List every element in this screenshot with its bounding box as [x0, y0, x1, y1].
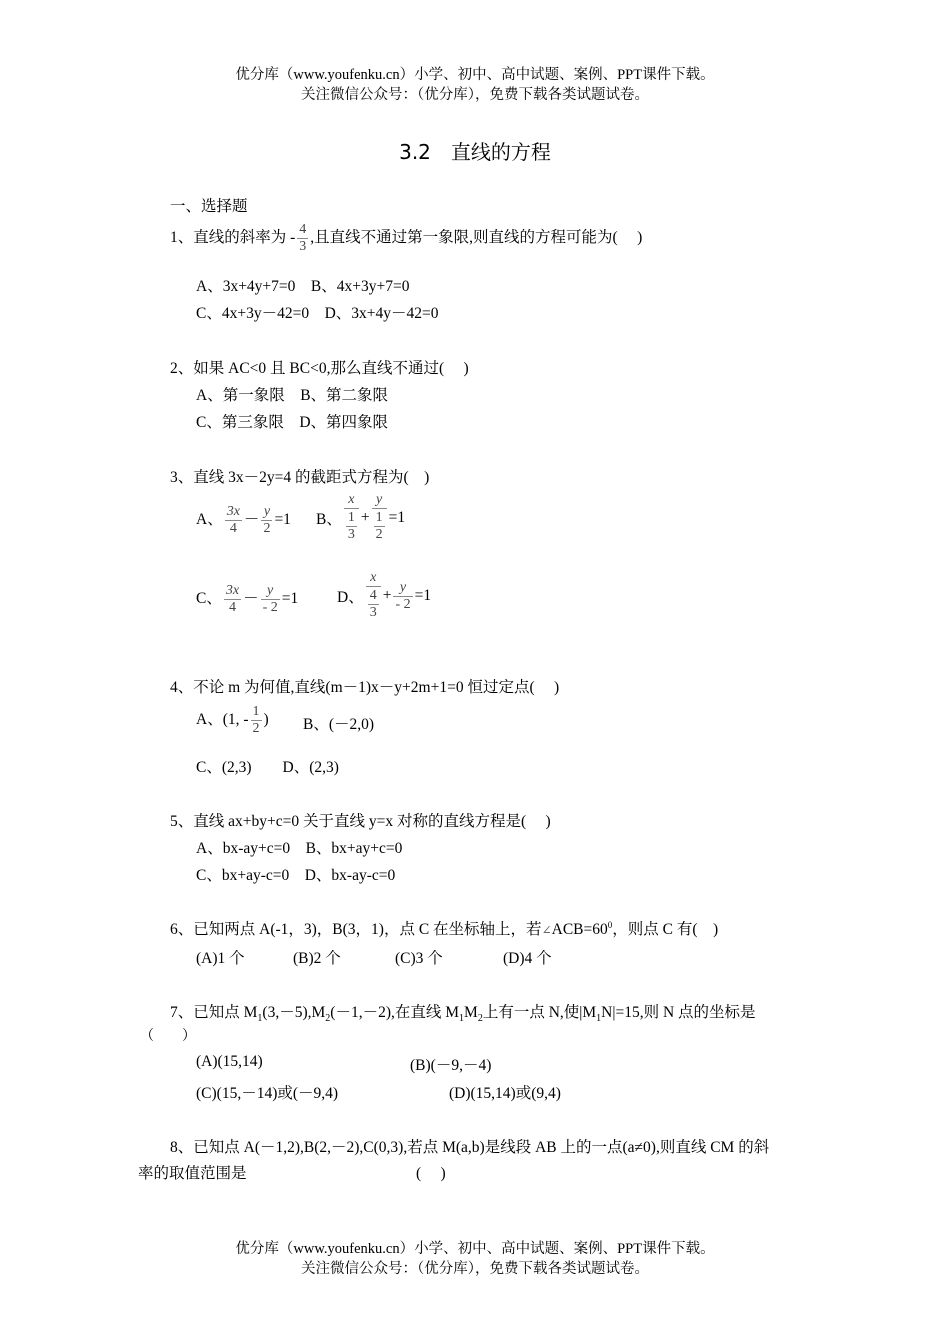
- q7-answer-paren: （ ）: [140, 1029, 196, 1044]
- q3-option-b: B、 $\frac{x}{\frac{1}{3}}$ + $\frac{y}{\frac{1}{2}}$ =1: [316, 492, 406, 542]
- q2-options-ab: A、第一象限 B、第二象限: [196, 387, 389, 404]
- q6-option-c: (C)3 个: [395, 950, 443, 967]
- q2-options-cd: C、第三象限 D、第四象限: [196, 414, 389, 431]
- q4-options-cd: C、(2,3) D、(2,3): [196, 759, 339, 776]
- question-3: 3、直线 3x－2y=4 的截距式方程为( ): [170, 469, 430, 486]
- q1-options-ab: A、3x+4y+7=0 B、4x+3y+7=0: [196, 278, 410, 295]
- q4-option-a: A、(1, - $\frac{1}{2}$ ): [196, 704, 269, 736]
- header-line-1: 优分库（www.youfenku.cn）小学、初中、高中试题、案例、PPT课件下载。: [235, 67, 715, 83]
- q6-option-a: (A)1 个: [196, 950, 245, 967]
- question-4: 4、不论 m 为何值,直线(m－1)x－y+2m+1=0 恒过定点( ): [170, 679, 560, 696]
- q7-option-c: (C)(15,－14)或(－9,4): [196, 1085, 339, 1102]
- question-2: 2、如果 AC<0 且 BC<0,那么直线不通过( ): [170, 360, 469, 377]
- q3-option-a: A、 $\frac{3x}{4}$ － $\frac{y}{2}$ =1: [196, 504, 291, 536]
- question-8-line-2: 率的取值范围是: [138, 1165, 247, 1182]
- q5-options-cd: C、bx+ay-c=0 D、bx-ay-c=0: [196, 867, 396, 884]
- q7-option-b: (B)(－9,－4): [410, 1057, 492, 1074]
- q3-option-c: C、 $\frac{3x}{4}$ － $\frac{y}{- 2}$ =1: [196, 583, 299, 615]
- q7-option-d: (D)(15,14)或(9,4): [449, 1085, 561, 1102]
- q5-options-ab: A、bx-ay+c=0 B、bx+ay+c=0: [196, 840, 403, 857]
- question-6: 6、已知两点 A(-1，3)，B(3，1)，点 C 在坐标轴上，若$\angle ACB=60^0$，则点 C 有( ): [170, 919, 719, 938]
- question-7: 7、已知点 $M_1(3,-5),M_2(-1,-2)$,在直线 $M_1M_2$上有一点 N,使$|M_1N|=15$,则 N 点的坐标是: [170, 1004, 756, 1025]
- angle-symbol: ∠: [541, 923, 552, 937]
- q6-option-b: (B)2 个: [293, 950, 341, 967]
- q1-options-cd: C、4x+3y－42=0 D、3x+4y－42=0: [196, 305, 439, 322]
- section-heading: 一、选择题: [170, 198, 248, 215]
- header-line-2: 关注微信公众号：（优分库），免费下载各类试题试卷。: [301, 87, 649, 103]
- q4-option-b: B、(－2,0): [303, 716, 375, 733]
- question-1: 1、直线的斜率为 - $\frac{4}{3}$ ,且直线不通过第一象限,则直线的方程可能为( ): [170, 222, 643, 254]
- q8-answer-paren: ( ): [416, 1165, 446, 1182]
- question-8-line-1: 8、已知点 A(－1,2),B(2,－2),C(0,3),若点 M(a,b)是线段 AB 上的一点(a≠0),则直线 CM 的斜: [170, 1139, 770, 1156]
- q3-option-d: D、 $\frac{x}{\frac{4}{3}}$ + $\frac{y}{- 2}$ =1: [337, 570, 432, 620]
- footer-line-2: 关注微信公众号：（优分库），免费下载各类试题试卷。: [301, 1261, 649, 1277]
- q7-option-a: (A)(15,14): [196, 1053, 263, 1070]
- page-title: 3.2 直线的方程: [399, 140, 551, 164]
- slope-fraction: $\frac{4}{3}$: [299, 222, 307, 254]
- q6-option-d: (D)4 个: [503, 950, 552, 967]
- question-5: 5、直线 ax+by+c=0 关于直线 y=x 对称的直线方程是( ): [170, 813, 551, 830]
- footer-line-1: 优分库（www.youfenku.cn）小学、初中、高中试题、案例、PPT课件下载。: [235, 1241, 715, 1257]
